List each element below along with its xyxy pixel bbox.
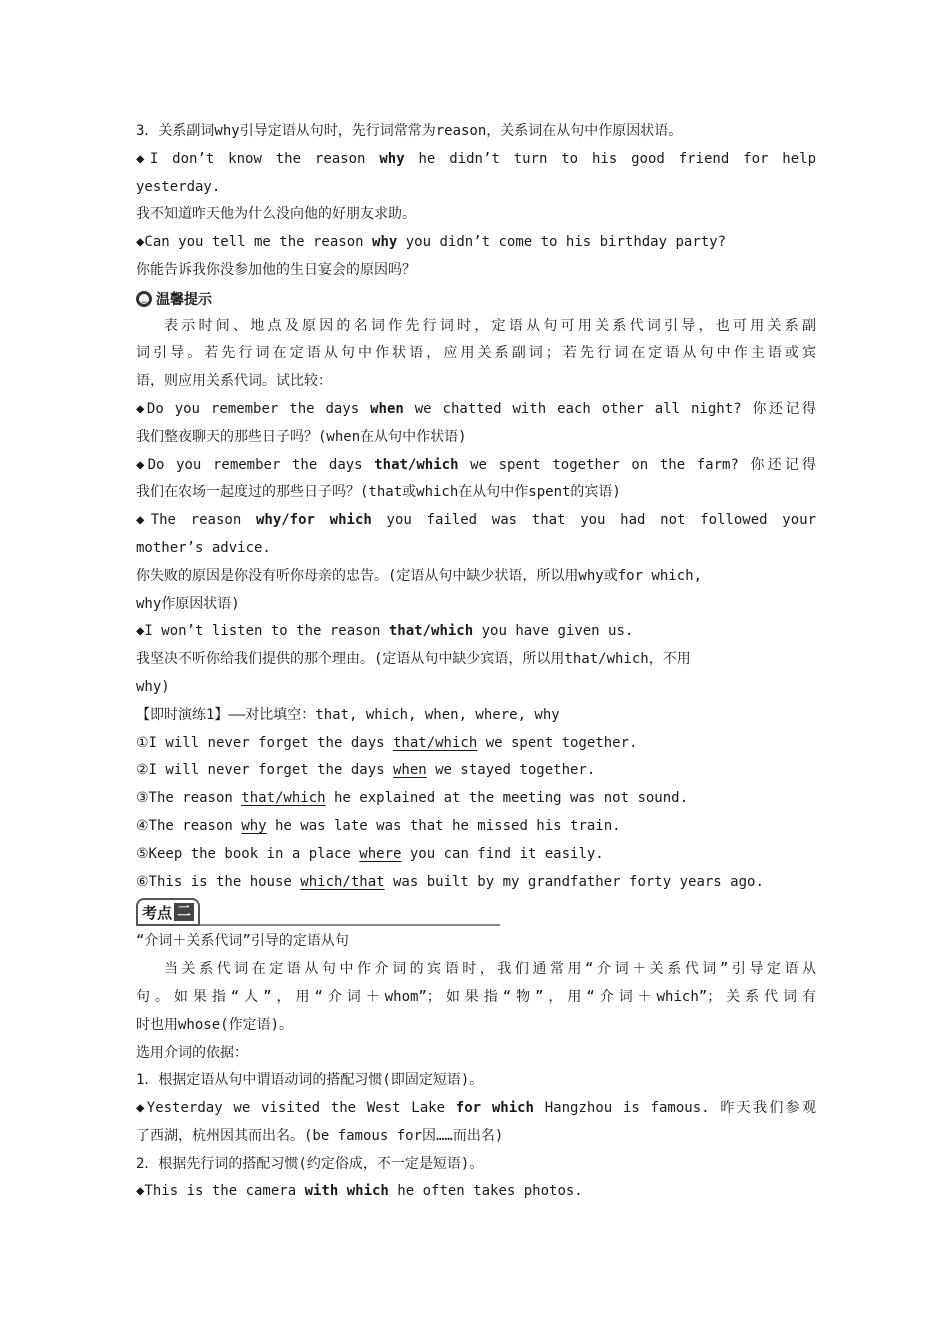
rule-3-why: 3．关系副词why引导定语从句时，先行词常常为reason，关系词在从句中作原因状语。: [136, 123, 683, 139]
document-page: [136, 118, 816, 1206]
compare-translation: 我们整夜聊天的那些日子吗？(when在从句中作状语): [136, 428, 467, 445]
answer-blank: where: [359, 845, 402, 862]
practice-item: ②I will never forget the days when we stayed together.: [136, 762, 596, 779]
keyword: that/which: [374, 456, 459, 473]
tip-heading: 温馨提示: [136, 285, 816, 313]
basis-label: 选用介词的依据：: [136, 1044, 248, 1061]
compare-sentence: ◆The reason why/for which you failed was that you had not followed your: [136, 512, 816, 529]
answer-blank: which/that: [300, 873, 385, 890]
practice-title: 【即时演练1】——对比填空：that, which, when, where, why: [136, 706, 560, 723]
tip-paragraph: 表示时间、地点及原因的名词作先行词时，定语从句可用关系代词引导，也可用关系副: [164, 317, 816, 334]
section-divider: [200, 924, 500, 926]
practice-item: ④The reason why he was late was that he missed his train.: [136, 817, 621, 834]
keyword: with which: [304, 1183, 389, 1200]
section-header: [136, 896, 816, 926]
section-paragraph: 句。如果指“人”，用“介词＋whom”；如果指“物”，用“介词＋which”；关系代词有: [136, 988, 816, 1005]
keyword: why: [372, 234, 398, 251]
example-translation: 你能告诉我你没参加他的生日宴会的原因吗？: [136, 261, 416, 278]
compare-translation-cont: why作原因状语): [136, 595, 240, 612]
compare-translation-cont: why): [136, 678, 170, 695]
section-paragraph: 当关系代词在定语从句中作介词的宾语时，我们通常用“介词＋关系代词”引导定语从: [164, 961, 816, 978]
keyword: why/for which: [255, 512, 372, 529]
smiley-icon: [136, 291, 152, 307]
keyword: when: [370, 400, 404, 417]
rule-2: 2．根据先行词的搭配习惯(约定俗成，不一定是短语)。: [136, 1155, 484, 1172]
practice-item: ③The reason that/which he explained at the meeting was not sound.: [136, 790, 689, 807]
example-sentence: ◆Yesterday we visited the West Lake for which Hangzhou is famous. 昨天我们参观: [136, 1100, 816, 1117]
example-sentence: ◆This is the camera with which he often takes photos.: [136, 1183, 583, 1200]
compare-sentence-cont: mother’s advice.: [136, 539, 271, 556]
practice-item: ①I will never forget the days that/which we spent together.: [136, 734, 638, 751]
answer-blank: that/which: [392, 734, 478, 751]
practice-item: ⑤Keep the book in a place where you can find it easily.: [136, 845, 604, 862]
example-translation: 我不知道昨天他为什么没向他的好朋友求助。: [136, 206, 416, 223]
example-sentence-cont: yesterday.: [136, 178, 221, 195]
example-sentence: ◆I don’t know the reason why he didn’t turn to his good friend for help: [136, 150, 817, 167]
answer-blank: why: [241, 817, 267, 834]
keyword: for which: [455, 1100, 534, 1117]
keyword: why: [379, 150, 405, 167]
example-translation: 了西湖，杭州因其而出名。(be famous for因……而出名): [136, 1127, 504, 1144]
tip-paragraph: 语，则应用关系代词。试比较：: [136, 373, 332, 390]
answer-blank: that/which: [241, 790, 326, 807]
section-heading: “介词＋关系代词”引导的定语从句: [136, 933, 349, 950]
compare-sentence: ◆Do you remember the days that/which we spent together on the farm? 你还记得: [136, 456, 817, 473]
example-sentence: ◆Can you tell me the reason why you didn’t come to his birthday party?: [136, 234, 727, 251]
compare-translation: 我们在农场一起度过的那些日子吗？(that或which在从句中作spent的宾语): [136, 484, 621, 501]
section-badge: 考点 二: [136, 898, 200, 926]
compare-sentence: ◆Do you remember the days when we chatted with each other all night? 你还记得: [136, 400, 816, 417]
rule-1: 1．根据定语从句中谓语动词的搭配习惯(即固定短语)。: [136, 1072, 484, 1089]
compare-translation: 你失败的原因是你没有听你母亲的忠告。(定语从句中缺少状语，所以用why或for which,: [136, 567, 702, 584]
keyword: that/which: [388, 623, 474, 640]
practice-item: ⑥This is the house which/that was built by my grandfather forty years ago.: [136, 873, 764, 890]
compare-translation: 我坚决不听你给我们提供的那个理由。(定语从句中缺少宾语，所以用that/which，不用: [136, 651, 691, 668]
section-paragraph: 时也用whose(作定语)。: [136, 1016, 294, 1033]
answer-blank: when: [392, 762, 427, 779]
compare-sentence: ◆I won’t listen to the reason that/which you have given us.: [136, 623, 634, 640]
tip-paragraph: 词引导。若先行词在定语从句中作状语，应用关系副词；若先行词在定语从句中作主语或宾: [136, 345, 816, 362]
